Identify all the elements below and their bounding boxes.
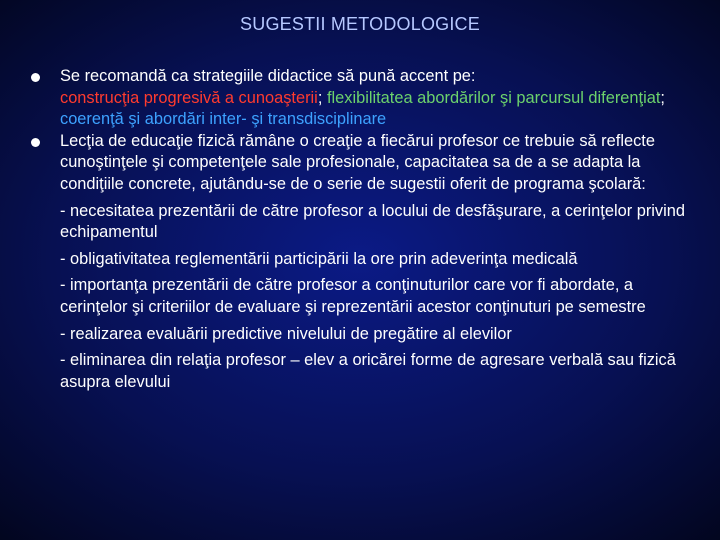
lesson-intro: Lecţia de educaţie fizică rămâne o creaţie a fiecărui profesor ce trebuie să reflecte cunoştinţele şi competenţele sale profesionale, capacitatea sa de a se adapta la condiţiile concrete, ajutându-se de o serie de sugestii oferit de programa şcolară: — [60, 131, 655, 193]
strategy-separator: ; — [660, 88, 665, 107]
strategy-term-flexibility: flexibilitatea abordărilor şi parcursul diferenţiat — [326, 88, 661, 107]
bullet-item-lesson — [30, 131, 690, 394]
slide-title: SUGESTII METODOLOGICE — [240, 14, 480, 34]
bullet-item-strategies — [30, 66, 690, 131]
slide-content — [30, 66, 690, 393]
suggestion-item: - necesitatea prezentării de către profesor a locului de desfăşurare, a cerinţelor privind echipamentul — [60, 201, 685, 242]
suggestion-item: - realizarea evaluării predictive nivelului de pregătire al elevilor — [60, 324, 512, 343]
suggestion-item: - importanţa prezentării de către profesor a conţinuturilor care vor fi abordate, a cerinţelor şi criteriilor de evaluare şi reprezentării acestor conţinuturi pe semestre — [60, 276, 646, 316]
strategy-separator: ; — [317, 88, 327, 107]
suggestion-item: - eliminarea din relaţia profesor – elev a oricărei forme de agresare verbală sau fizică asupra elevului — [60, 351, 676, 391]
strategy-term-coherence: coerenţă şi abordări inter- şi transdisciplinare — [60, 110, 387, 129]
strategy-term-progressive: construcţia progresivă a cunoaşterii — [60, 88, 318, 107]
suggestion-item: - obligativitatea reglementării participării la ore prin adeverinţa medicală — [60, 249, 578, 268]
strategies-intro: Se recomandă ca strategiile didactice să pună accent pe: — [60, 67, 476, 85]
bullet-dot-icon — [31, 73, 40, 82]
bullet-dot-icon — [31, 138, 40, 147]
